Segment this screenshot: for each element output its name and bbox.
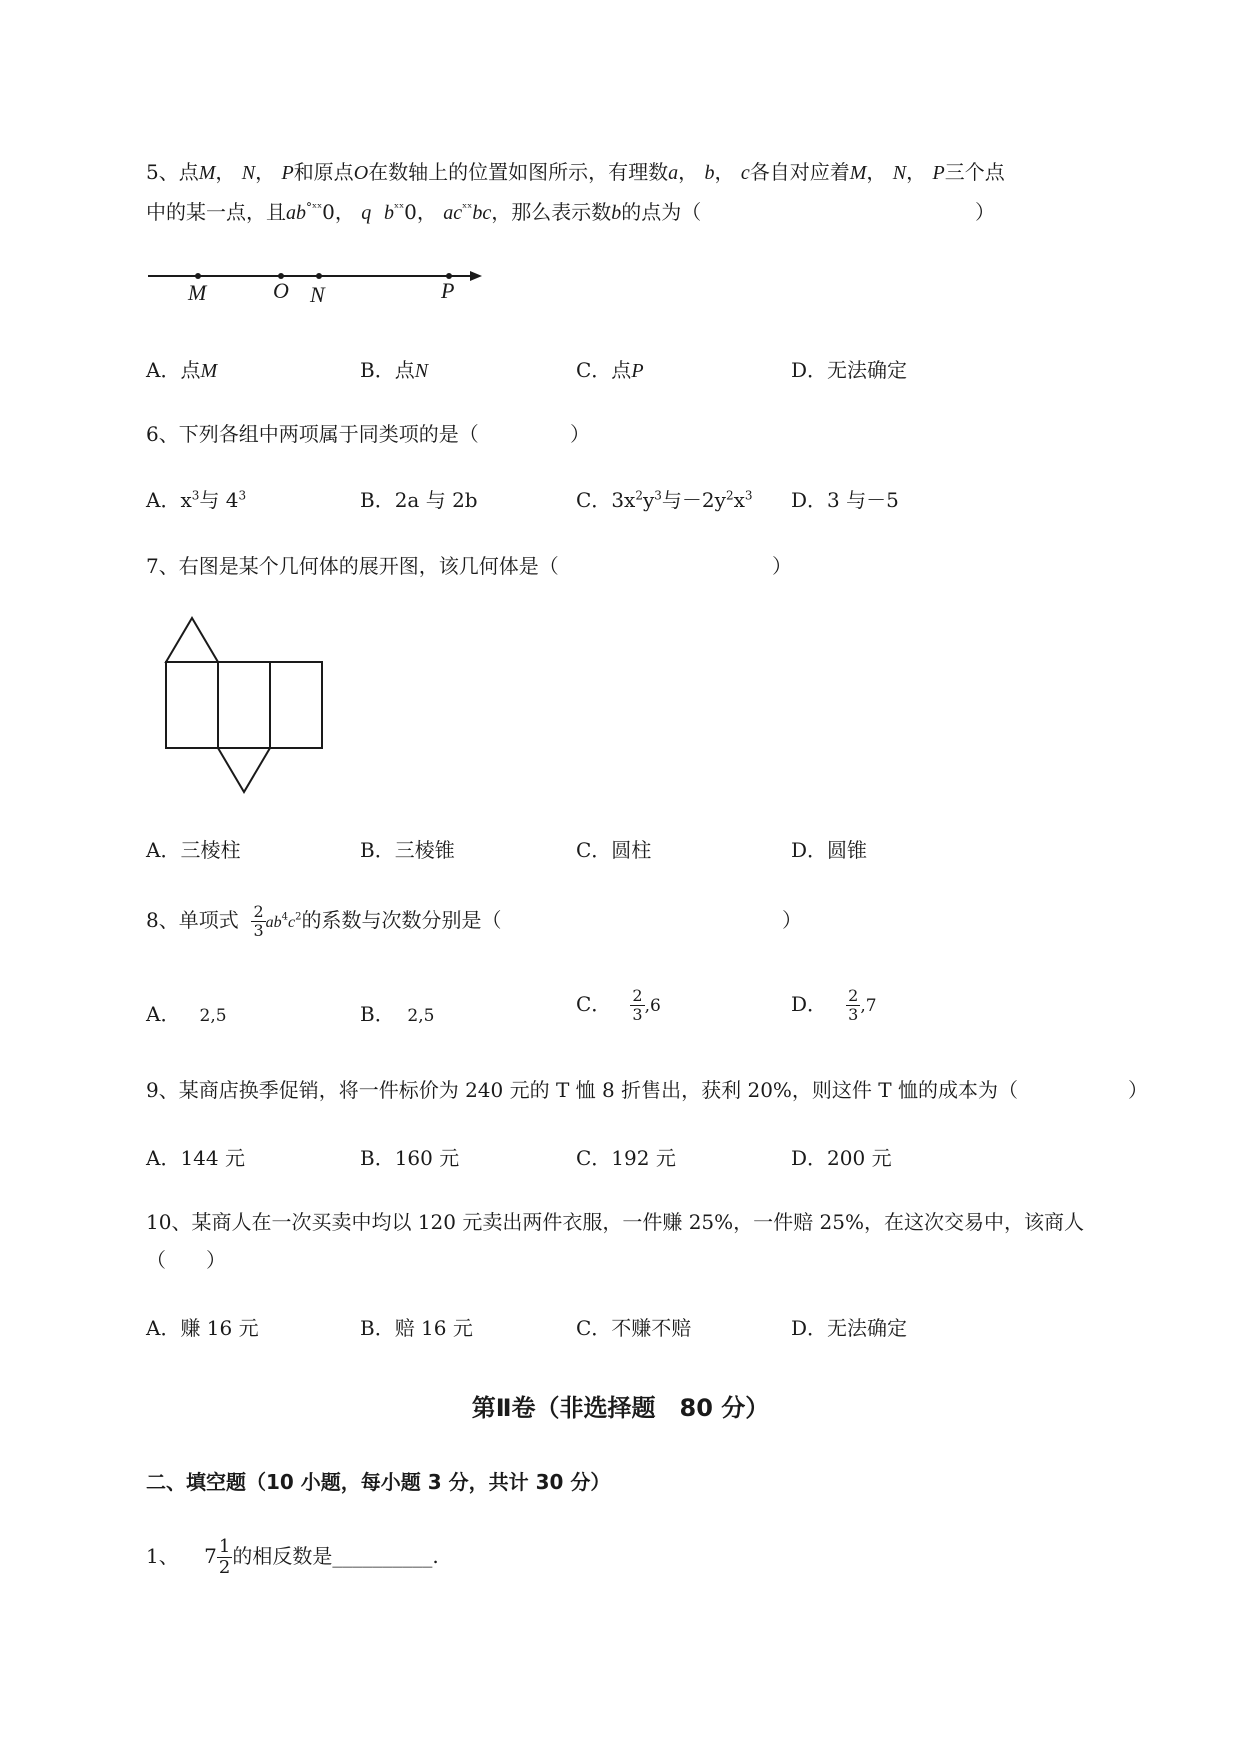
q7-option-c[interactable]: C．圆柱 [576, 838, 652, 862]
net-top-triangle [166, 618, 218, 662]
label-P: P [441, 278, 455, 303]
q10-option-c[interactable]: C．不赚不赔 [576, 1316, 692, 1340]
q9-answer-close: ） [1128, 1078, 1148, 1102]
net-face-left [166, 662, 218, 748]
net-face-middle [218, 662, 270, 748]
number-line-arrow [470, 271, 482, 281]
net-face-right [270, 662, 322, 748]
q7-stem: 7、右图是某个几何体的展开图，该几何体是（ [146, 554, 559, 578]
q6-stem: 6、下列各组中两项属于同类项的是（ [146, 422, 479, 446]
q10-stem: 10、某商人在一次买卖中均以 120 元卖出两件衣服，一件赚 25%，一件赔 25%，在这次交易中，该商人 [146, 1210, 1084, 1234]
q6-option-d[interactable]: D．3 与－5 [791, 488, 899, 512]
q9-option-a[interactable]: A．144 元 [146, 1146, 245, 1170]
label-O: O [273, 278, 289, 303]
q8-option-c[interactable]: C． $\frac{2}{3}$ ,6 [576, 986, 661, 1024]
q6-answer-close: ） [570, 422, 590, 446]
fill-question-1: 1、 7 $\frac{1}{2}$ 的相反数是__________. [146, 1536, 439, 1578]
q5-option-a[interactable]: A．点M [146, 358, 218, 382]
net-bottom-triangle [218, 748, 270, 792]
prism-net-figure [164, 616, 334, 796]
q9-option-b[interactable]: B．160 元 [360, 1146, 460, 1170]
q8-stem: 8、单项式 $\frac{2}{3}$ $ab^4c^2$的系数与次数分别是（ [146, 902, 502, 940]
section-2-title: 二、填空题（10 小题，每小题 3 分，共计 30 分） [146, 1470, 611, 1494]
point-N [316, 273, 322, 279]
q5-option-d[interactable]: D．无法确定 [791, 358, 908, 382]
q10-option-b[interactable]: B．赔 16 元 [360, 1316, 473, 1340]
q6-option-b[interactable]: B．2a 与 2b [360, 488, 478, 512]
q9-option-c[interactable]: C．192 元 [576, 1146, 676, 1170]
q6-option-a[interactable]: A．$x^3$与 $4^3$ [146, 488, 247, 512]
q5-answer-close: ） [975, 200, 995, 224]
label-M: M [188, 280, 207, 305]
q10-option-a[interactable]: A．赚 16 元 [146, 1316, 259, 1340]
q9-stem: 9、某商店换季促销，将一件标价为 240 元的 T 恤 8 折售出，获利 20%，则这件 T 恤的成本为（ [146, 1078, 1018, 1102]
q8-option-b[interactable]: B． 2,5 [360, 1002, 435, 1026]
q8-answer-close: ） [782, 908, 802, 932]
q8-option-a[interactable]: A． 2,5 [146, 1002, 227, 1026]
q7-option-b[interactable]: B．三棱锥 [360, 838, 455, 862]
part-2-title: 第Ⅱ卷（非选择题 80 分） [471, 1394, 770, 1422]
q8-fraction: $\frac{2}{3}$ [253, 902, 264, 940]
q6-option-c[interactable]: C．$3x^2y^3$与$-2y^2x^3$ [576, 488, 753, 512]
q5-option-c[interactable]: C．点P [576, 358, 644, 382]
q10-option-d[interactable]: D．无法确定 [791, 1316, 908, 1340]
q10-answer-paren: （ ） [146, 1248, 226, 1272]
q9-option-d[interactable]: D．200 元 [791, 1146, 892, 1170]
q8-option-d[interactable]: D． $\frac{2}{3}$ ,7 [791, 986, 877, 1024]
point-M [195, 273, 201, 279]
q5-option-b[interactable]: B．点N [360, 358, 429, 382]
fill-blank-1[interactable]: __________ [332, 1544, 433, 1568]
q7-answer-close: ） [772, 554, 792, 578]
q5-stem-line2: 中的某一点，且$ab^{^\circ ˣˣ}0$， q $b^{ˣˣ}0$， $ac^{ˣˣ}bc$，那么表示数b的点为（ [146, 200, 702, 224]
q5-stem-line1: 5、点M， N， P和原点O在数轴上的位置如图所示，有理数a， b， c各自对应着M， N， P三个点 [146, 160, 1005, 184]
label-N: N [310, 282, 325, 307]
q7-option-a[interactable]: A．三棱柱 [146, 838, 241, 862]
q7-option-d[interactable]: D．圆锥 [791, 838, 868, 862]
